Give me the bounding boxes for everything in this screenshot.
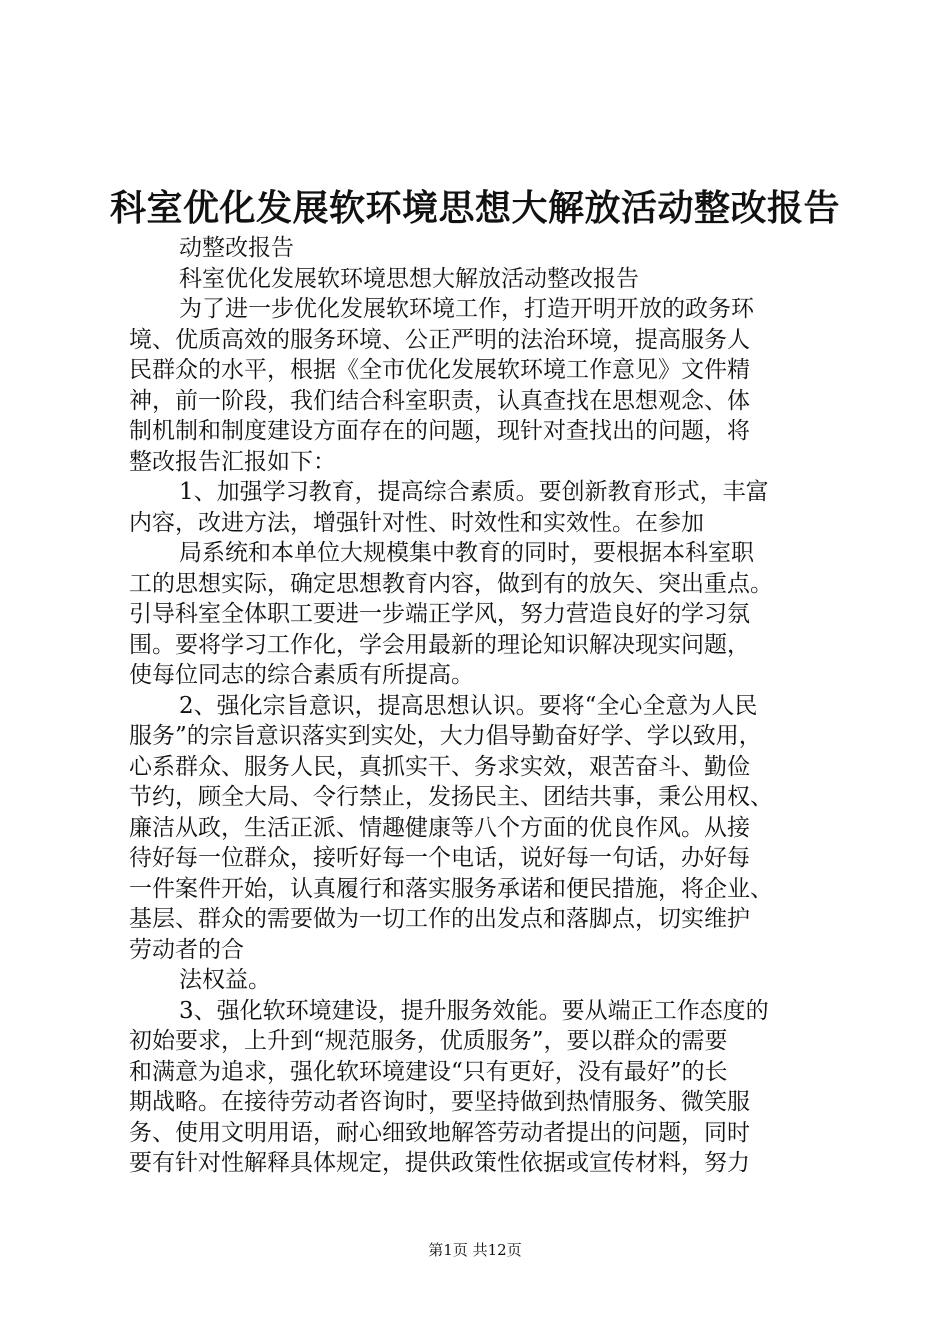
body-line: 劳动者的合	[129, 936, 244, 963]
body-line: 境、优质高效的服务环境、公正严明的法治环境，提高服务人	[129, 326, 750, 353]
body-line: 一件案件开始，认真履行和落实服务承诺和便民措施，将企业、	[129, 875, 773, 902]
document-body	[129, 233, 833, 1179]
body-line: 法权益。	[179, 967, 271, 993]
body-line: 引导科室全体职工要进一步端正学风，努力营造良好的学习氛	[129, 601, 750, 627]
body-line: 内容，改进方法，增强针对性、时效性和实效性。在参加	[129, 509, 704, 536]
body-line: 1、加强学习教育，提高综合素质。要创新教育形式，丰富	[179, 479, 769, 505]
body-line: 围。要将学习工作化，学会用最新的理论知识解决现实问题，	[129, 631, 750, 658]
body-line: 制机制和制度建设方面存在的问题，现针对查找出的问题，将	[129, 418, 750, 444]
body-line: 科室优化发展软环境思想大解放活动整改报告	[179, 265, 639, 292]
body-line: 神，前一阶段，我们结合科室职责，认真查找在思想观念、体	[129, 387, 750, 414]
page-number: 第1页 共12页	[428, 1241, 522, 1259]
body-line: 基层、群众的需要做为一切工作的出发点和落脚点，切实维护	[129, 906, 750, 932]
document-title: 科室优化发展软环境思想大解放活动整改报告	[109, 187, 840, 229]
body-line: 节约，顾全大局、令行禁止，发扬民主、团结共事，秉公用权、	[129, 784, 773, 810]
body-line: 心系群众、服务人民，真抓实干、务求实效，艰苦奋斗、勤俭	[129, 753, 750, 780]
body-line: 2、强化宗旨意识，提高思想认识。要将“全心全意为人民	[179, 692, 758, 719]
body-line: 服务”的宗旨意识落实到实处，大力倡导勤奋好学、学以致用，	[129, 723, 762, 749]
body-line: 要有针对性解释具体规定，提供政策性依据或宣传材料，努力	[129, 1150, 750, 1176]
body-line: 务、使用文明用语，耐心细致地解答劳动者提出的问题，同时	[129, 1119, 750, 1146]
body-line: 整改报告汇报如下：	[129, 448, 336, 475]
body-line: 为了进一步优化发展软环境工作，打造开明开放的政务环	[179, 296, 754, 322]
body-line: 动整改报告	[179, 235, 294, 261]
body-line: 和满意为追求，强化软环境建设“只有更好，没有最好”的长	[129, 1058, 728, 1085]
body-line: 工的思想实际，确定思想教育内容，做到有的放矢、突出重点。	[129, 570, 773, 597]
body-line: 3、强化软环境建设，提升服务效能。要从端正工作态度的	[179, 997, 769, 1024]
body-line: 廉洁从政，生活正派、情趣健康等八个方面的优良作风。从接	[129, 814, 750, 841]
body-line: 待好每一位群众，接听好每一个电话，说好每一句话，办好每	[129, 845, 750, 871]
body-line: 初始要求，上升到“规范服务，优质服务”，要以群众的需要	[129, 1028, 728, 1054]
body-line: 民群众的水平，根据《全市优化发展软环境工作意见》文件精	[129, 357, 750, 383]
body-line: 局系统和本单位大规模集中教育的同时，要根据本科室职	[179, 540, 754, 566]
body-line: 使每位同志的综合素质有所提高。	[129, 662, 474, 688]
body-line: 期战略。在接待劳动者咨询时，要坚持做到热情服务、微笑服	[129, 1089, 750, 1115]
